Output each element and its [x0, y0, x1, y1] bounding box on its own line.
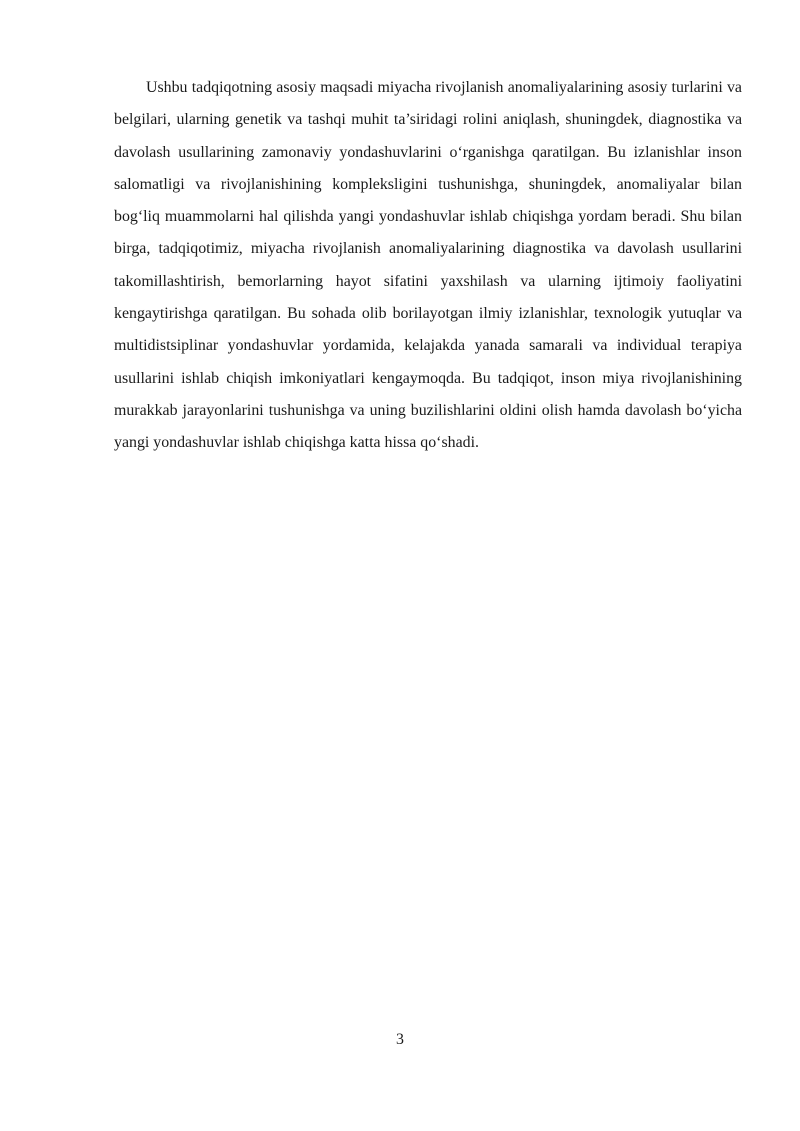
body-paragraph: Ushbu tadqiqotning asosiy maqsadi miyacha rivojlanish anomaliyalarining asosiy turlarini va belgilari, ularning genetik va tashqi muhit ta’siridagi rolini aniqlash, shuningdek, diagnostika va davolash usullarining zamonaviy yondashuvlarini o‘rganishga qaratilgan. Bu izlanishlar inson salomatligi va rivojlanishining kompleksligini tushunishga, shuningdek, anomaliyalar bilan bog‘liq muammolarni hal qilishda yangi yondashuvlar ishlab chiqishga yordam beradi. Shu bilan birga, tadqiqotimiz, miyacha rivojlanish anomaliyalarining diagnostika va davolash usullarini takomillashtirish, bemorlarning hayot sifatini yaxshilash va ularning ijtimoiy faoliyatini kengaytirishga qaratilgan. Bu sohada olib borilayotgan ilmiy izlanishlar, texnologik yutuqlar va multidistsiplinar yondashuvlar yordamida, kelajakda yanada samarali va individual terapiya usullarini ishlab chiqish imkoniyatlari kengaymoqda. Bu tadqiqot, inson miya rivojlanishining murakkab jarayonlarini tushunishga va uning buzilishlarini oldini olish hamda davolash bo‘yicha yangi yondashuvlar ishlab chiqishga katta hissa qo‘shadi. — [114, 79, 742, 452]
page-number: 3 — [396, 1031, 404, 1048]
